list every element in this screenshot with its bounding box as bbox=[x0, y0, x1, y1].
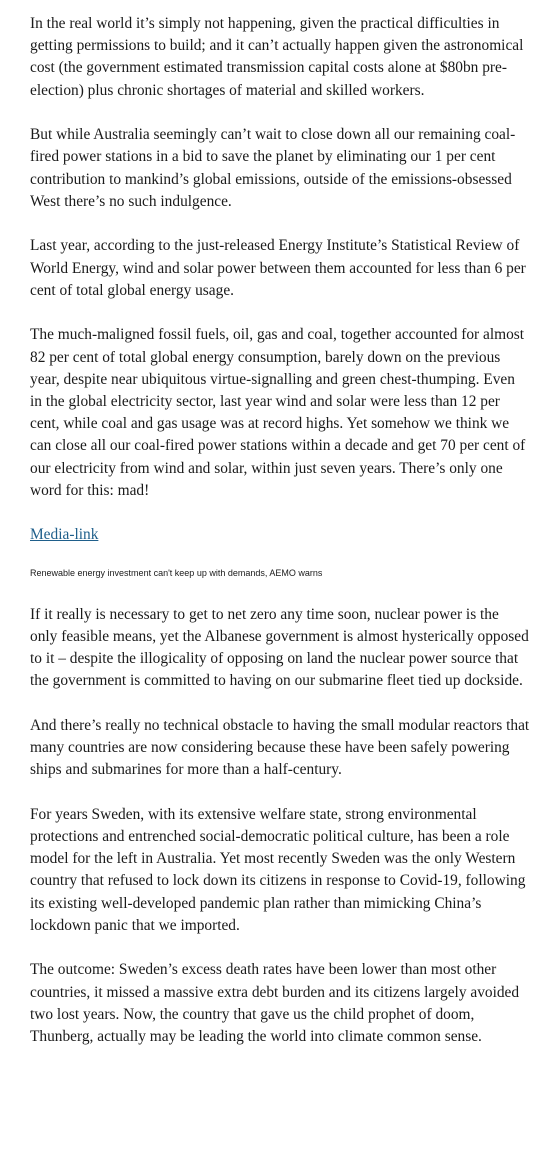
article-paragraph: If it really is necessary to get to net zero any time soon, nuclear power is the only feasible means, yet the Albanese government is almost hysterically opposed to it – despite the illogicality of opposing on land the nuclear power source that the government is committed to having on our submarine fleet tied up dockside. bbox=[30, 605, 529, 690]
article-body bbox=[30, 13, 530, 1071]
article-paragraph: And there’s really no technical obstacle to having the small modular reactors that many countries are now considering because these have been safely powering ships and submarines for more than a half-century. bbox=[30, 716, 530, 779]
article-paragraph: The much-maligned fossil fuels, oil, gas and coal, together accounted for almost 82 per cent of total global energy consumption, barely down on the previous year, despite near ubiquitous virtue-signalling and green chest-thumping. Even in the global electricity sector, last year wind and solar were less than 12 per cent, while coal and gas usage was at record highs. Yet somehow we think we can close all our coal-fired power stations within a decade and get 70 per cent of our electricity from wind and solar, within just seven years. There’s only one word for this: mad! bbox=[30, 326, 526, 499]
article-paragraph: But while Australia seemingly can’t wait to close down all our remaining coal-fired power stations in a bid to save the planet by eliminating our 1 per cent contribution to mankind’s global emissions, outside of the emissions-obsessed West there’s no such indulgence. bbox=[30, 126, 516, 210]
article-paragraph: For years Sweden, with its extensive welfare state, strong environmental protections and entrenched social-democratic political culture, has been a role model for the left in Australia. Yet most recently Sweden was the only Western country that refused to lock down its citizens in response to Covid-19, following its existing well-developed pandemic plan rather than mimicking China’s lockdown panic that we imported. bbox=[30, 805, 526, 934]
article-paragraph: The outcome: Sweden’s excess death rates have been lower than most other countries, it missed a massive extra debt burden and its citizens largely avoided two lost years. Now, the country that gave us the child prophet of doom, Thunberg, actually may be leading the world into climate common sense. bbox=[30, 961, 520, 1046]
media-caption: Renewable energy investment can't keep up with demands, AEMO warns bbox=[30, 567, 323, 578]
article-paragraph: In the real world it’s simply not happening, given the practical difficulties in getting permissions to build; and it can’t actually happen given the astronomical cost (the government estimated transmission capital costs alone at $80bn pre-election) plus chronic shortages of material and skilled workers. bbox=[30, 15, 524, 99]
media-link[interactable]: Media-link bbox=[30, 526, 99, 544]
article-paragraph: Last year, according to the just-released Energy Institute’s Statistical Review of World Energy, wind and solar power between them accounted for less than 6 per cent of total global energy usage. bbox=[30, 237, 526, 299]
